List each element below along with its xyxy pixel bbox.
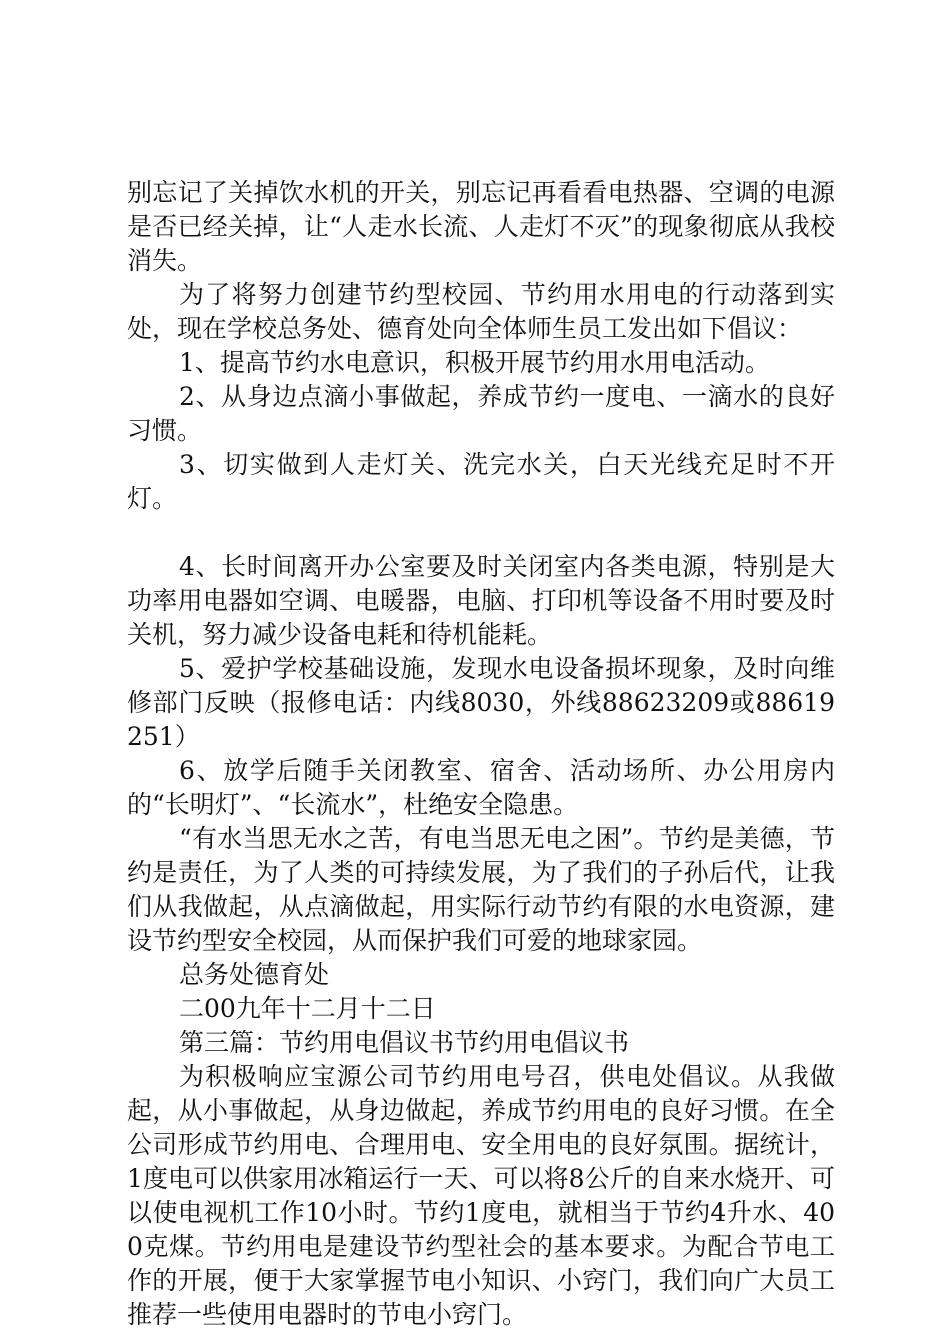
paragraph-intro-continued: 别忘记了关掉饮水机的开关，别忘记再看看电热器、空调的电源是否已经关掉，让“人走水长流、人走灯不灭”的现象彻底从我校消失。	[127, 178, 835, 275]
paragraph-proposal-intro: 为了将努力创建节约型校园、节约用水用电的行动落到实处，现在学校总务处、德育处向全体师生员工发出如下倡议：	[127, 280, 835, 343]
section-heading-part-three: 第三篇：节约用电倡议书节约用电倡议书	[179, 1028, 630, 1057]
proposal-item-2: 2、从身边点滴小事做起，养成节约一度电、一滴水的良好习惯。	[127, 382, 835, 445]
proposal-item-4: 4、长时间离开办公室要及时关闭室内各类电源，特别是大功率用电器如空调、电暖器，电脑、打印机等设备不用时要及时关机，努力减少设备电耗和待机能耗。	[127, 552, 835, 649]
proposal-item-1: 1、提高节约水电意识，积极开展节约用水用电活动。	[179, 348, 770, 377]
signature-departments: 总务处德育处	[179, 960, 330, 989]
document-body	[127, 176, 835, 1332]
proposal-item-5: 5、爱护学校基础设施，发现水电设备损坏现象，及时向维修部门反映（报修电话：内线8030，外线88623209或88619251）	[127, 654, 835, 751]
paragraph-part-three-body: 为积极响应宝源公司节约用电号召，供电处倡议。从我做起，从小事做起，从身边做起，养成节约用电的良好习惯。在全公司形成节约用电、合理用电、安全用电的良好氛围。据统计，1度电可以供家用冰箱运行一天、可以将8公斤的自来水烧开、可以使电视机工作10小时。节约1度电，就相当于节约4升水、400克煤。节约用电是建设节约型社会的基本要求。为配合节电工作的开展，便于大家掌握节电小知识、小窍门，我们向广大员工推荐一些使用电器时的节电小窍门。	[127, 1062, 835, 1329]
signature-date: 二00九年十二月十二日	[179, 994, 436, 1023]
proposal-item-3: 3、切实做到人走灯关、洗完水关，白天光线充足时不开灯。	[127, 450, 835, 513]
paragraph-closing: “有水当思无水之苦，有电当思无电之困”。节约是美德，节约是责任，为了人类的可持续发展，为了我们的子孙后代，让我们从我做起，从点滴做起，用实际行动节约有限的水电资源，建设节约型安全校园，从而保护我们可爱的地球家园。	[127, 824, 835, 955]
proposal-item-6: 6、放学后随手关闭教室、宿舍、活动场所、办公用房内的“长明灯”、“长流水”，杜绝安全隐患。	[127, 756, 835, 819]
